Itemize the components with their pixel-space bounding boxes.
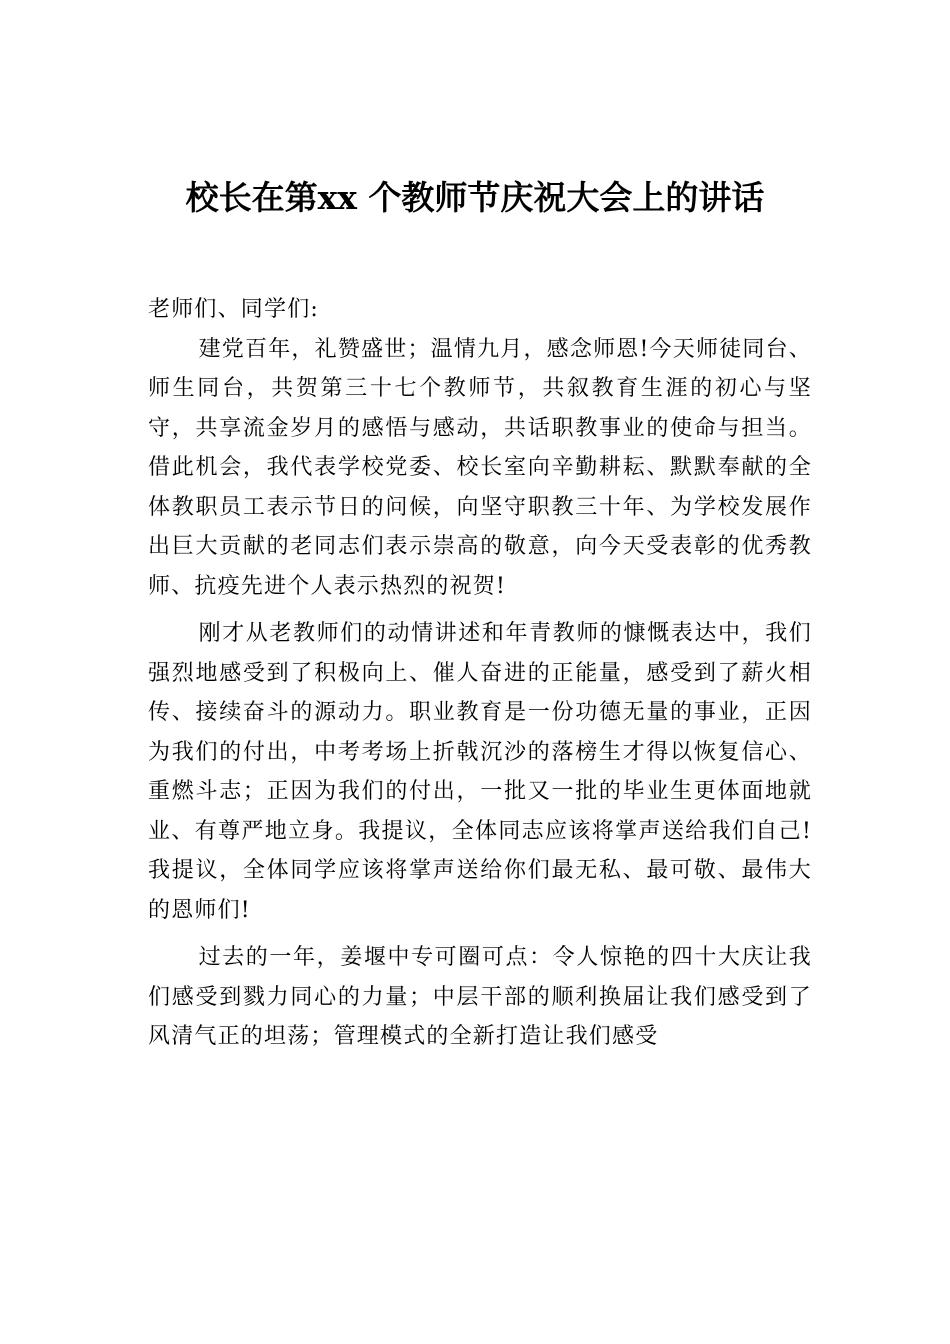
- salutation: 老师们、同学们:: [148, 297, 320, 322]
- paragraph-3: 过去的一年，姜堰中专可圈可点：令人惊艳的四十大庆让我们感受到戮力同心的力量；中层干部的顺利换届让我们感受到了风清气正的坦荡；管理模式的全新打造让我们感受: [148, 945, 812, 1049]
- paragraph-2: 刚才从老教师们的动情讲述和年青教师的慷慨表达中，我们强烈地感受到了积极向上、催人奋进的正能量，感受到了薪火相传、接续奋斗的源动力。职业教育是一份功德无量的事业，正因为我们的付出，中考考场上折戟沉沙的落榜生才得以恢复信心、重燃斗志；正因为我们的付出，一批又一批的毕业生更体面地就业、有尊严地立身。我提议，全体同志应该将掌声送给我们自己!我提议，全体同学应该将掌声送给你们最无私、最可敬、最伟大的恩师们!: [148, 621, 812, 923]
- document-title: 校长在第xx 个教师节庆祝大会上的讲话: [185, 178, 765, 217]
- paragraph-1: 建党百年，礼赞盛世；温情九月，感念师恩!今天师徒同台、师生同台，共贺第三十七个教师节，共叙教育生涯的初心与坚守，共享流金岁月的感悟与感动，共话职教事业的使命与担当。借此机会，我代表学校党委、校长室向辛勤耕耘、默默奉献的全体教职员工表示节日的问候，向坚守职教三十年、为学校发展作出巨大贡献的老同志们表示崇高的敬意，向今天受表彰的优秀教师、抗疫先进个人表示热烈的祝贺!: [148, 336, 812, 599]
- document-body: [148, 290, 812, 1065]
